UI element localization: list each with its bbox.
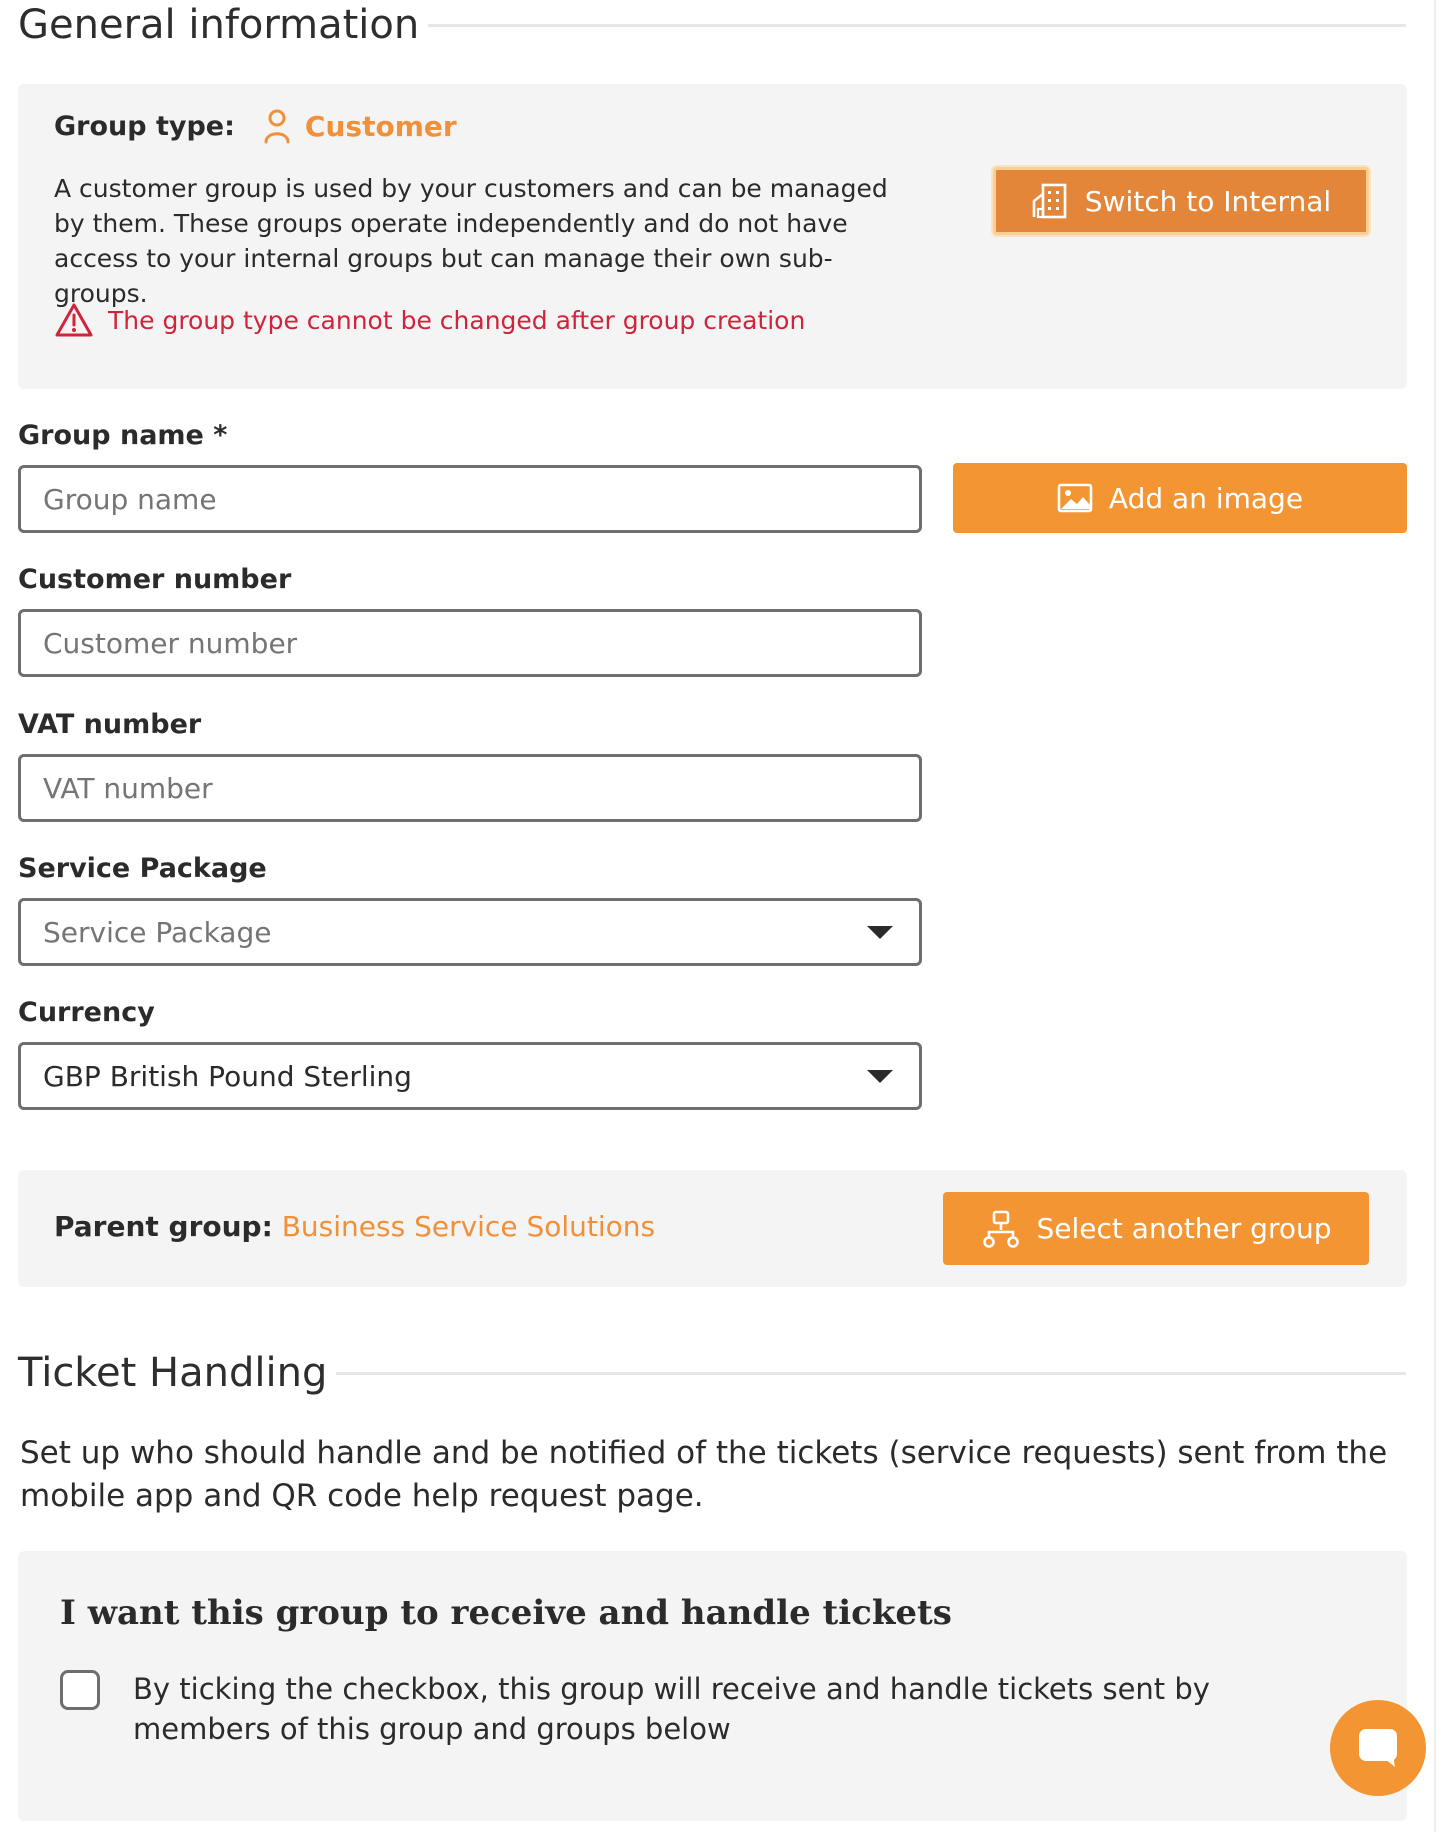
service-package-placeholder: Service Package [43,915,272,949]
add-image-button[interactable] [953,463,1407,533]
select-another-group-button[interactable] [943,1192,1369,1265]
currency-value: GBP British Pound Sterling [43,1059,412,1093]
group-type-description: A customer group is used by your customers and can be managed by them. These groups operate independently and do not have access to your internal groups but can manage their own sub-groups. [54,174,888,308]
section-divider [336,1372,1406,1375]
service-package-label: Service Package [18,853,267,884]
chat-button[interactable] [1330,1700,1426,1796]
general-information-heading: General information [18,2,420,48]
ticket-panel-title: I want this group to receive and handle tickets [60,1593,952,1633]
customer-number-input[interactable] [18,609,922,677]
select-group-label: Select another group [1036,1212,1332,1245]
chevron-down-icon [867,1070,893,1083]
switch-to-internal-button[interactable] [993,167,1369,235]
parent-group-label: Parent group: [54,1210,273,1243]
group-type-name: Customer [304,109,457,143]
chat-bubble-icon [1355,1725,1401,1771]
receive-tickets-checkbox[interactable] [60,1670,100,1710]
receive-tickets-checkbox-label: By ticking the checkbox, this group will receive and handle tickets sent by members of this group and groups below [133,1672,1210,1746]
section-divider [428,24,1406,27]
warning-triangle-icon [54,302,94,338]
vat-number-label: VAT number [18,709,202,740]
add-image-label: Add an image [1108,481,1304,515]
ticket-handling-panel [18,1551,1407,1821]
parent-group-row [54,1210,655,1243]
currency-label: Currency [18,997,155,1028]
group-type-warning [54,302,805,338]
customer-number-label: Customer number [18,564,292,595]
image-icon [1057,483,1093,513]
ticket-handling-intro: Set up who should handle and be notified of the tickets (service requests) sent from the mobile app and QR code help request page. [20,1435,1388,1514]
group-name-input[interactable] [18,465,922,533]
group-type-panel [18,84,1407,389]
switch-button-label: Switch to Internal [1084,184,1332,218]
building-icon [1031,182,1069,220]
vat-number-input[interactable] [18,754,922,822]
group-name-label: Group name * [18,420,228,451]
parent-group-link[interactable]: Business Service Solutions [281,1210,656,1243]
currency-select[interactable] [18,1042,922,1110]
hierarchy-icon [981,1209,1021,1249]
group-type-label: Group type: [54,110,235,142]
chevron-down-icon [867,926,893,939]
ticket-handling-heading: Ticket Handling [18,1350,328,1396]
group-type-row [54,108,457,144]
person-icon [263,108,291,144]
page-right-border [1434,0,1436,1832]
service-package-select[interactable] [18,898,922,966]
group-type-value [263,108,457,144]
warning-text: The group type cannot be changed after group creation [108,305,806,335]
